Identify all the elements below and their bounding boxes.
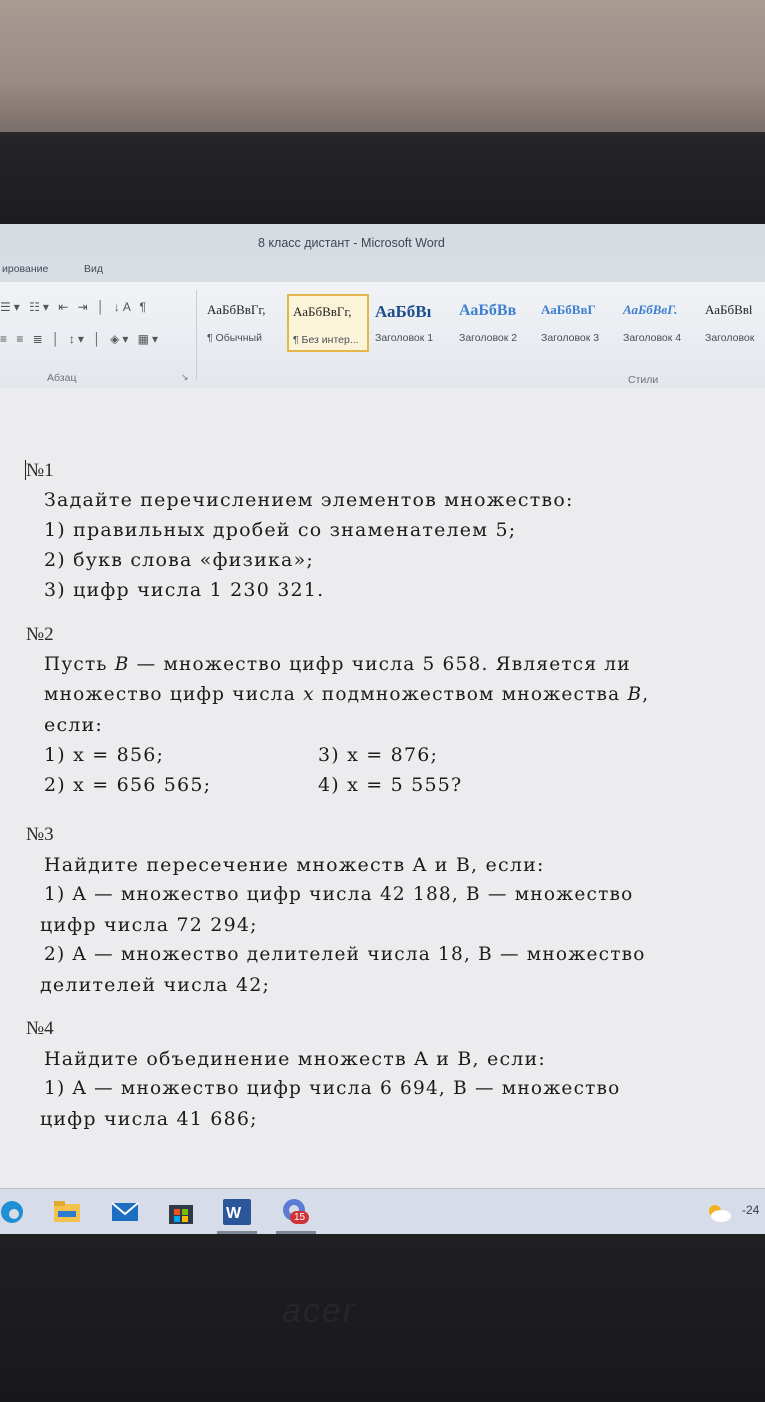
file-explorer-icon[interactable] [52, 1197, 82, 1227]
window-title: 8 класс дистант - Microsoft Word [258, 236, 445, 250]
align-buttons-row[interactable]: ≡ ≡ ≣ │ ↕▾ │ ◈▾ ▦▾ [0, 332, 162, 346]
mail-icon[interactable] [110, 1197, 140, 1227]
style-heading-3[interactable] [537, 294, 619, 352]
task3-line-4: делителей числа 42; [40, 974, 271, 996]
task2-option-1: 1) x = 856; [44, 744, 165, 766]
task1-item-2: 2) букв слова «физика»; [44, 549, 314, 571]
task3-line-1: 1) A — множество цифр числа 42 188, B — множество [44, 884, 634, 905]
style-heading-1[interactable] [371, 294, 453, 352]
laptop-screen [0, 224, 765, 1234]
style-heading-2[interactable] [455, 294, 537, 352]
task3-line-3: 2) A — множество делителей числа 18, B — множество [44, 944, 646, 965]
background-wall [0, 0, 765, 132]
dialog-launcher-icon[interactable]: ↘ [181, 372, 189, 382]
store-icon[interactable] [166, 1197, 196, 1227]
style-name: Заголовок 3 [541, 332, 600, 344]
notification-badge: 15 [290, 1211, 309, 1224]
task2-option-4: 4) x = 5 555? [318, 774, 463, 796]
task-number-1: №1 [26, 460, 54, 481]
ribbon-separator [196, 290, 197, 380]
task-number-3: №3 [26, 824, 54, 845]
style-no-spacing[interactable] [287, 294, 369, 352]
paragraph-group-label: Абзац [47, 372, 77, 384]
style-name: Заголовок [705, 332, 755, 344]
styles-gallery [203, 294, 765, 354]
style-sample: АаБбВвГ. [623, 302, 678, 317]
task3-line-2: цифр числа 72 294; [40, 914, 258, 936]
task-number-2: №2 [26, 624, 54, 645]
task2-option-2: 2) x = 656 565; [44, 774, 212, 796]
ribbon-tabs [0, 258, 765, 282]
style-heading[interactable] [701, 294, 765, 352]
task3-heading: Найдите пересечение множеств A и B, если: [44, 854, 545, 876]
style-sample: АаБбВı [375, 302, 432, 321]
task2-line-1: Пусть B — множество цифр числа 5 658. Является ли [44, 654, 631, 675]
title-bar [0, 224, 765, 258]
document-page[interactable] [0, 388, 765, 1234]
tab-view[interactable]: Вид [84, 263, 103, 275]
style-name: ¶ Обычный [207, 332, 262, 344]
list-buttons-row[interactable]: ☰▾ ☷▾ ⇤ ⇥ │ ↓A ¶ [0, 300, 149, 314]
edge-icon[interactable] [0, 1197, 30, 1227]
word-icon[interactable] [222, 1197, 252, 1227]
laptop-bottom-bezel [0, 1234, 765, 1402]
task4-heading: Найдите объединение множеств A и B, если: [44, 1048, 547, 1070]
styles-group-label: Стили [628, 374, 659, 386]
temperature-readout: -24 [742, 1203, 760, 1217]
paragraph-tools [0, 294, 195, 364]
task1-heading: Задайте перечислением элементов множество: [44, 489, 574, 511]
task-number-4: №4 [26, 1018, 54, 1039]
style-sample: АаБбВвГг, [293, 304, 352, 319]
task4-line-2: цифр числа 41 686; [40, 1108, 258, 1130]
task2-line-3: если: [44, 714, 104, 736]
style-sample: АаБбВвГг, [207, 302, 266, 317]
weather-icon[interactable] [706, 1203, 732, 1223]
task4-line-1: 1) A — множество цифр числа 6 694, B — множество [44, 1078, 621, 1099]
task1-item-3: 3) цифр числа 1 230 321. [44, 579, 325, 601]
style-name: Заголовок 1 [375, 332, 434, 344]
style-name: Заголовок 4 [623, 332, 682, 344]
style-sample: АаБбВв [459, 302, 517, 319]
laptop-logo: acer [282, 1292, 357, 1330]
ribbon [0, 282, 765, 389]
task2-option-3: 3) x = 876; [318, 744, 439, 766]
tab-review[interactable]: ирование [2, 263, 49, 275]
style-sample: АаБбВвГ [541, 302, 596, 317]
style-sample: АаБбВвl [705, 302, 753, 317]
task2-line-2: множество цифр числа x подмножеством множества B, [44, 684, 650, 705]
svg-text:W: W [226, 1205, 242, 1222]
style-name: Заголовок 2 [459, 332, 518, 344]
style-normal[interactable] [203, 294, 285, 352]
style-heading-4[interactable] [619, 294, 701, 352]
task1-item-1: 1) правильных дробей со знаменателем 5; [44, 519, 517, 541]
laptop-top-bezel [0, 132, 765, 224]
taskbar [0, 1188, 765, 1235]
style-name: ¶ Без интер... [293, 334, 359, 346]
